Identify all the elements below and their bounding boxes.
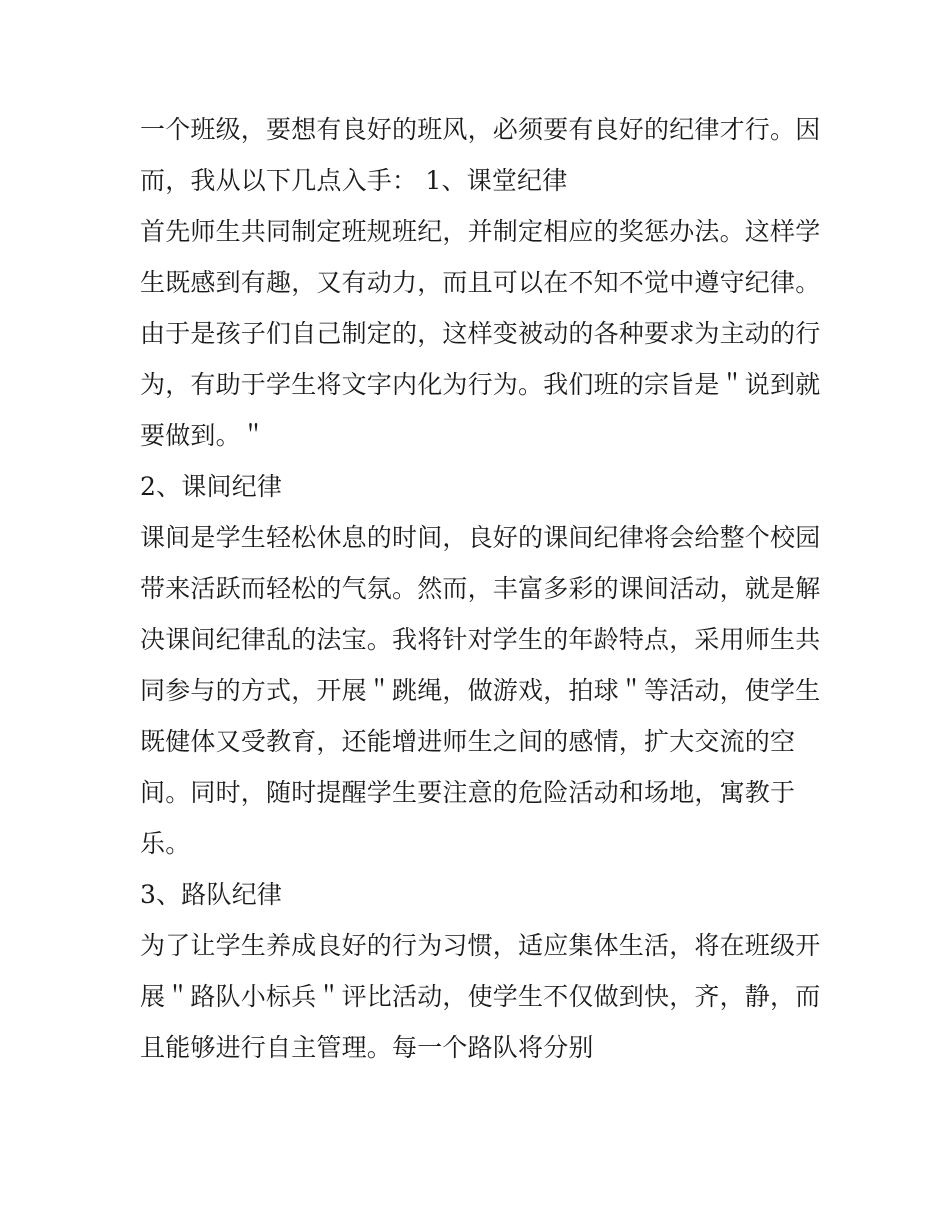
section-heading-3: 3、路队纪律	[140, 880, 283, 909]
document-body	[140, 104, 820, 1073]
text-line-9: 课间是学生轻松休息的时间，良好的课间纪律将会给整个校园	[140, 523, 821, 552]
text-line-15: 乐。	[140, 829, 191, 858]
text-line-5: 由于是孩子们自己制定的，这样变被动的各种要求为主动的行	[140, 319, 821, 348]
text-line-3: 首先师生共同制定班规班纪，并制定相应的奖惩办法。这样学	[140, 217, 821, 246]
text-line-11: 决课间纪律乱的法宝。我将针对学生的年龄特点，采用师生共	[140, 625, 821, 654]
text-line-12: 同参与的方式，开展＂跳绳，做游戏，拍球＂等活动，使学生	[140, 676, 821, 705]
text-line-6: 为，有助于学生将文字内化为行为。我们班的宗旨是＂说到就	[140, 370, 821, 399]
text-line-18: 展＂路队小标兵＂评比活动，使学生不仅做到快，齐，静，而	[140, 982, 821, 1011]
text-line-19: 且能够进行自主管理。每一个路队将分别	[140, 1033, 594, 1062]
text-line-7: 要做到。＂	[140, 421, 267, 450]
text-line-2: 而，我从以下几点入手： 1、课堂纪律	[140, 166, 568, 195]
section-heading-2: 2、课间纪律	[140, 472, 283, 501]
text-line-14: 间。同时，随时提醒学生要注意的危险活动和场地，寓教于	[140, 778, 796, 807]
text-line-10: 带来活跃而轻松的气氛。然而，丰富多彩的课间活动，就是解	[140, 574, 821, 603]
text-line-17: 为了让学生养成良好的行为习惯，适应集体生活，将在班级开	[140, 931, 821, 960]
text-line-4: 生既感到有趣，又有动力，而且可以在不知不觉中遵守纪律。	[140, 268, 821, 297]
text-line-1: 一个班级，要想有良好的班风，必须要有良好的纪律才行。因	[140, 115, 821, 144]
text-line-13: 既健体又受教育，还能增进师生之间的感情，扩大交流的空	[140, 727, 796, 756]
